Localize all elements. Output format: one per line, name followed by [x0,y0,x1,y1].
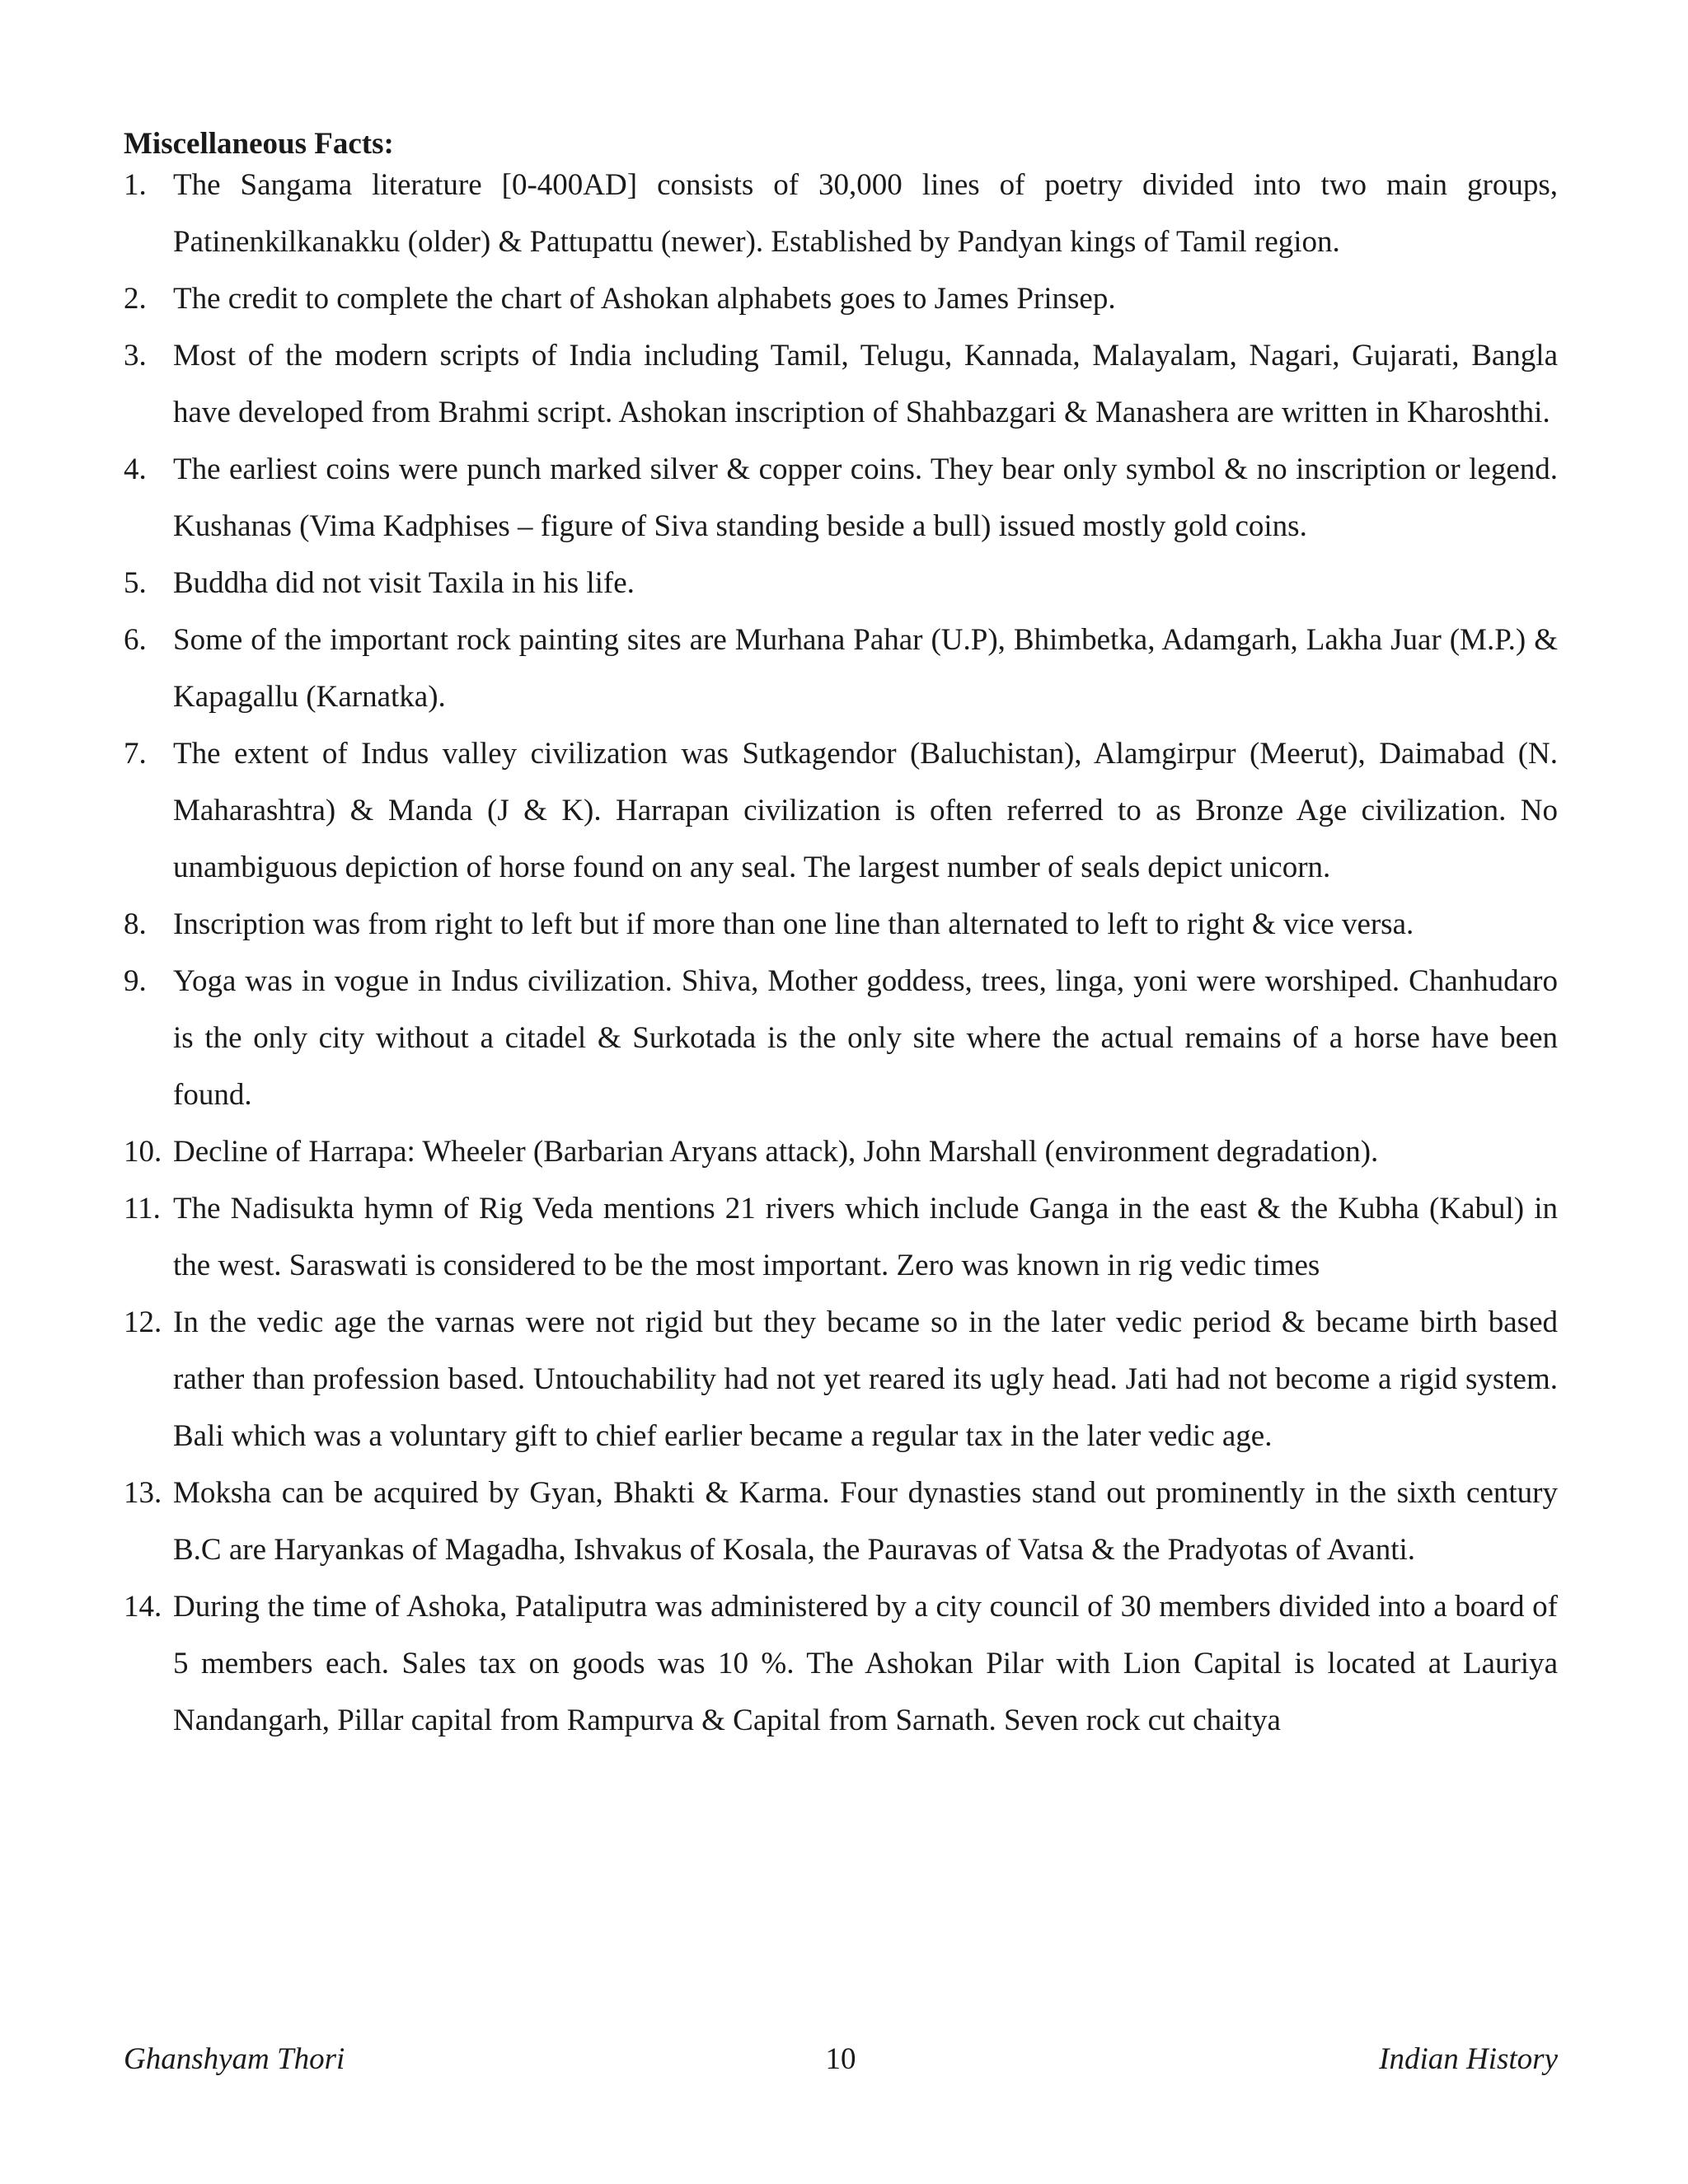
fact-number: 7. [124,737,147,771]
fact-text: Inscription was from right to left but if more than one line than alternated to left to right & vice versa. [173,907,1414,941]
fact-number: 1. [124,168,147,202]
footer-author: Ghanshyam Thori [124,2042,345,2076]
section-heading: Miscellaneous Facts: [124,127,394,161]
fact-item [124,725,1558,896]
fact-text: Moksha can be acquired by Gyan, Bhakti & Karma. Four dynasties stand out prominently in the sixth century B.C are Haryankas of Magadha, Ishvakus of Kosala, the Pauravas of Vatsa & the Pradyotas of Avanti. [173,1476,1558,1567]
fact-item [124,612,1558,725]
fact-text: During the time of Ashoka, Pataliputra was administered by a city council of 30 members divided into a board of 5 members each. Sales tax on goods was 10 %. The Ashokan Pilar with Lion Capital is located at Lauriya Nandangarh, Pillar capital from Rampurva & Capital from Sarnath. Seven rock cut chaitya [173,1590,1558,1737]
fact-text: Yoga was in vogue in Indus civilization. Shiva, Mother goddess, trees, linga, yoni were worshiped. Chanhudaro is the only city without a citadel & Surkotada is the only site where the actual remains of a horse have been found. [173,964,1558,1112]
fact-text: In the vedic age the varnas were not rigid but they became so in the later vedic period & became birth based rather than profession based. Untouchability had not yet reared its ugly head. Jati had not become a rigid system. Bali which was a voluntary gift to chief earlier became a regular tax in the later vedic age. [173,1305,1558,1453]
page-footer [124,2037,1558,2082]
fact-item [124,1578,1558,1749]
fact-number: 8. [124,907,147,941]
fact-number: 11. [124,1192,161,1226]
fact-number: 4. [124,452,147,486]
fact-number: 5. [124,566,147,600]
fact-item [124,1294,1558,1465]
fact-number: 6. [124,623,147,657]
fact-item [124,555,1558,612]
fact-text: The credit to complete the chart of Ashokan alphabets goes to James Prinsep. [173,282,1116,316]
page-number: 10 [825,2042,856,2076]
fact-item [124,327,1558,441]
fact-item [124,441,1558,555]
facts-list [124,157,1558,1749]
fact-number: 3. [124,339,147,373]
fact-number: 9. [124,964,147,998]
fact-text: The Sangama literature [0-400AD] consists of 30,000 lines of poetry divided into two main groups, Patinenkilkanakku (older) & Pattupattu (newer). Established by Pandyan kings of Tamil region. [173,168,1558,259]
fact-text: Some of the important rock painting sites are Murhana Pahar (U.P), Bhimbetka, Adamgarh, Lakha Juar (M.P.) & Kapagallu (Karnatka). [173,623,1558,714]
fact-number: 10. [124,1135,162,1169]
fact-text: Most of the modern scripts of India including Tamil, Telugu, Kannada, Malayalam, Nagari, Gujarati, Bangla have developed from Brahmi script. Ashokan inscription of Shahbazgari & Manashera are written in Kharoshthi. [173,339,1558,429]
fact-number: 12. [124,1305,162,1339]
footer-subject: Indian History [1379,2042,1558,2076]
fact-text: Buddha did not visit Taxila in his life. [173,566,635,600]
fact-text: Decline of Harrapa: Wheeler (Barbarian Aryans attack), John Marshall (environment degradation). [173,1135,1379,1169]
fact-text: The extent of Indus valley civilization was Sutkagendor (Baluchistan), Alamgirpur (Meerut), Daimabad (N. Maharashtra) & Manda (J & K). Harrapan civilization is often referred to as Bronze Age civilization. No unambiguous depiction of horse found on any seal. The largest number of seals depict unicorn. [173,737,1558,884]
fact-text: The Nadisukta hymn of Rig Veda mentions 21 rivers which include Ganga in the east & the Kubha (Kabul) in the west. Saraswati is considered to be the most important. Zero was known in rig vedic times [173,1192,1558,1282]
fact-number: 2. [124,282,147,316]
fact-item [124,270,1558,327]
fact-item [124,1465,1558,1578]
fact-item [124,953,1558,1123]
fact-item [124,1180,1558,1294]
fact-item [124,157,1558,270]
fact-item [124,896,1558,953]
fact-number: 14. [124,1590,162,1624]
fact-item [124,1123,1558,1180]
fact-number: 13. [124,1476,162,1510]
fact-text: The earliest coins were punch marked silver & copper coins. They bear only symbol & no inscription or legend. Kushanas (Vima Kadphises – figure of Siva standing beside a bull) issued mostly gold coins. [173,452,1558,543]
